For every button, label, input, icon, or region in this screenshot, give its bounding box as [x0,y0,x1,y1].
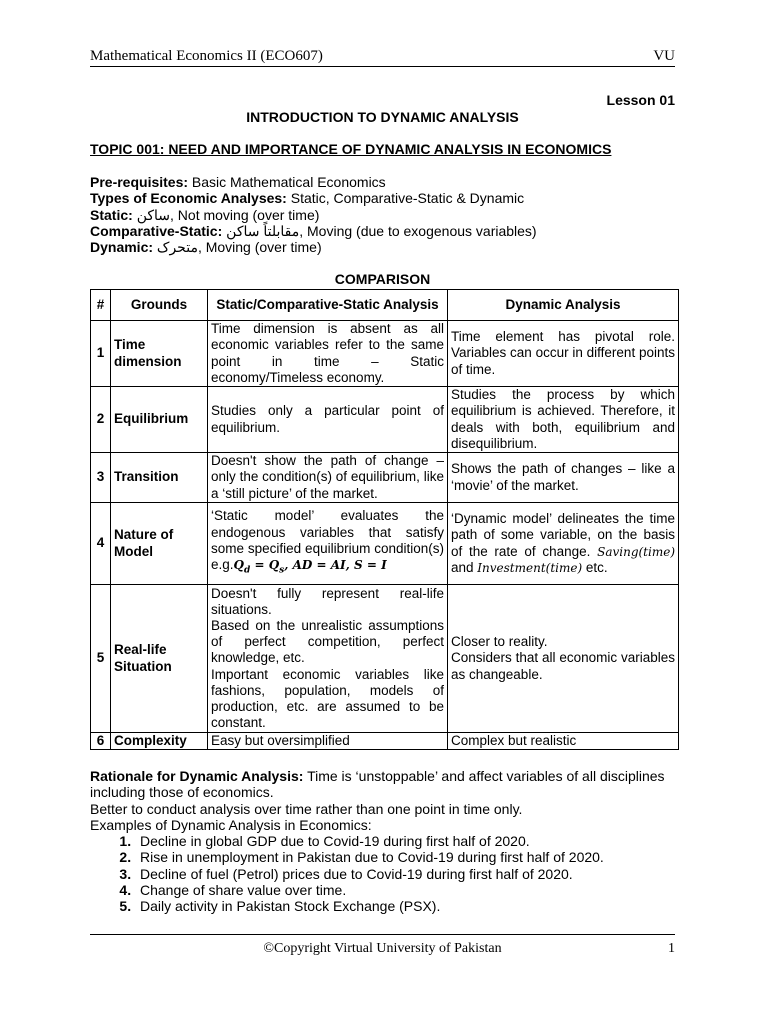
prerequisites-line [90,174,537,190]
table-row [91,321,679,387]
topic-heading: TOPIC 001: NEED AND IMPORTANCE OF DYNAMIC ANALYSIS IN ECONOMICS [90,141,612,157]
list-item: 5. Daily activity in Pakistan Stock Exchange (PSX). [135,898,678,914]
static-line-item: Important economic variables like fashions, population, models of production, etc. are assumed to be constant. [211,666,444,731]
dynamic-label: Dynamic: [90,239,154,256]
row-static [208,585,448,733]
row-number: 5 [91,585,111,733]
rationale-section [90,768,678,915]
row-dynamic [448,585,679,733]
header-grounds: Grounds [111,290,208,321]
table-row [91,585,679,733]
examples-list [90,833,678,914]
and-word: and [451,559,474,575]
rationale-paragraph [90,768,678,801]
row-ground: Complexity [111,733,208,750]
list-item: 1. Decline in global GDP due to Covid-19 during first half of 2020. [135,833,678,849]
row-static: Easy but oversimplified [208,733,448,750]
page-header [90,46,675,67]
comparative-static-line [90,223,537,239]
prerequisites-value: Basic Mathematical Economics [188,174,386,190]
list-item: 3. Decline of fuel (Petrol) prices due to Covid-19 during first half of 2020. [135,866,678,882]
page-number: 1 [668,941,675,956]
row-ground: Nature of Model [111,503,208,585]
investment-function: Investment(time) [477,560,583,575]
row-dynamic [448,503,679,585]
dynamic-value: , Moving (over time) [197,239,322,256]
comparison-title: COMPARISON [334,271,431,287]
list-item: 2. Rise in unemployment in Pakistan due to Covid-19 during first half of 2020. [135,849,678,865]
dynamic-line-item: Closer to reality. [451,634,548,650]
table-row [91,733,679,750]
analysis-types-line [90,190,537,206]
course-name: Mathematical Economics II (ECO607) [90,48,323,64]
rationale-text: Time is ‘unstoppable’ and affect variables of all disciplines including those of economics. [90,768,665,801]
header-dynamic: Dynamic Analysis [448,290,679,321]
row-dynamic: Complex but realistic [448,733,679,750]
row-number: 4 [91,503,111,585]
static-label: Static: [90,206,133,223]
page-footer [90,934,675,956]
equilibrium-equations: $Q_d = Q_s$, AD = AI, S = I [233,558,387,576]
table-row [91,503,679,585]
row-ground: Equilibrium [111,387,208,453]
row-number: 3 [91,453,111,503]
table-header-row [91,290,679,321]
header-number: # [91,290,111,321]
dynamic-urdu: متحرک [156,239,198,256]
row-ground: Transition [111,453,208,503]
static-line-item: Doesn't fully represent real-life situations. [211,585,444,617]
comparison-table [90,289,679,750]
dynamic-line [90,239,537,255]
rationale-label: Rationale for Dynamic Analysis: [90,768,304,784]
definitions-block [90,174,537,255]
analysis-types-value: Static, Comparative-Static & Dynamic [286,190,525,207]
row-dynamic: Studies the process by which equilibrium is achieved. Therefore, it deals with both, equilibrium and disequilibrium. [448,387,679,453]
static-line-item: Based on the unrealistic assumptions of perfect competition, perfect knowledge, etc. [211,617,444,666]
lesson-number: Lesson 01 [606,92,675,108]
header-static: Static/Comparative-Static Analysis [208,290,448,321]
row-static: Doesn't show the path of change – only the condition(s) of equilibrium, like a ‘still picture’ of the market. [208,453,448,503]
static-model-text: ‘Static model’ evaluates the endogenous variables that satisfy some specified equilibrium condition(s) e.g. [211,508,444,572]
row-dynamic: Time element has pivotal role. Variables can occur in different points of time. [448,321,679,387]
document-title: INTRODUCTION TO DYNAMIC ANALYSIS [246,109,519,125]
static-line [90,207,537,223]
row-number: 1 [91,321,111,387]
institution-name: VU [653,48,675,64]
comparative-static-urdu: مقابلتاً ساکن [226,222,300,239]
row-number: 2 [91,387,111,453]
row-static: Time dimension is absent as all economic variables refer to the same point in time – Static economy/Timeless economy. [208,321,448,387]
dynamic-line-item: Considers that all economic variables as changeable. [451,650,675,682]
row-ground: Time dimension [111,321,208,387]
row-dynamic: Shows the path of changes – like a ‘movie’ of the market. [448,453,679,503]
row-static: Studies only a particular point of equilibrium. [208,387,448,453]
etc-word: etc. [582,559,608,575]
analysis-types-label: Types of Economic Analyses: [90,190,287,207]
static-value: , Not moving (over time) [170,206,320,223]
row-static [208,503,448,585]
list-item: 4. Change of share value over time. [135,882,678,898]
comparative-static-value: , Moving (due to exogenous variables) [299,222,537,239]
examples-intro: Examples of Dynamic Analysis in Economics: [90,816,372,833]
table-row [91,387,679,453]
copyright-text: ©Copyright Virtual University of Pakistan [263,941,502,956]
saving-function: Saving(time) [597,544,675,559]
rationale-line2: Better to conduct analysis over time rather than one point in time only. [90,800,523,817]
static-urdu: ساکن [136,206,171,223]
row-ground: Real-life Situation [111,585,208,733]
row-number: 6 [91,733,111,750]
prerequisites-label: Pre-requisites: [90,174,189,190]
comparative-static-label: Comparative-Static: [90,222,223,239]
dynamic-model-text: ‘Dynamic model’ delineates the time path of some variable, on the basis of the rate of change. [451,511,675,559]
table-row [91,453,679,503]
